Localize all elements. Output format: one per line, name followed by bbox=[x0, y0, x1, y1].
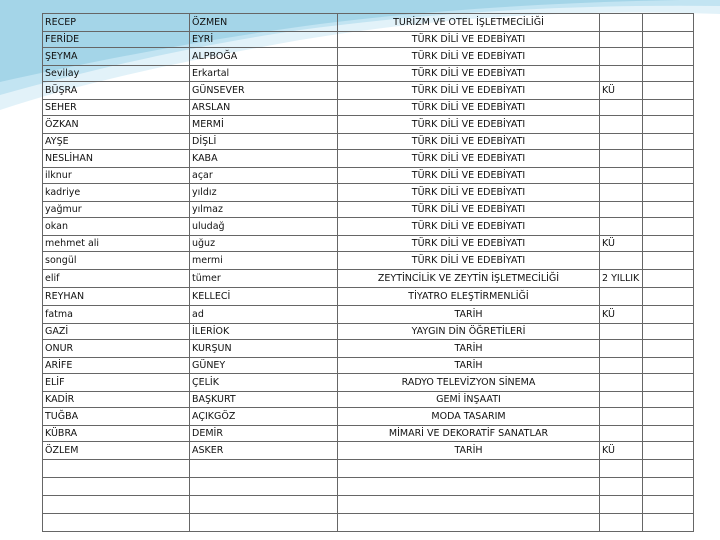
note-cell bbox=[600, 478, 643, 496]
extra-cell bbox=[643, 514, 694, 532]
department-cell: TURİZM VE OTEL İŞLETMECİLİĞİ bbox=[338, 14, 600, 32]
last-name-cell: EYRİ bbox=[190, 32, 338, 48]
table-row bbox=[43, 306, 694, 324]
first-name-cell: REYHAN bbox=[43, 288, 190, 306]
table-row bbox=[43, 324, 694, 340]
note-cell bbox=[600, 460, 643, 478]
last-name-cell bbox=[190, 496, 338, 514]
extra-cell bbox=[643, 252, 694, 270]
table-row bbox=[43, 218, 694, 236]
first-name-cell: AYŞE bbox=[43, 134, 190, 150]
table-row bbox=[43, 116, 694, 134]
department-cell bbox=[338, 460, 600, 478]
first-name-cell: ŞEYMA bbox=[43, 48, 190, 66]
first-name-cell: okan bbox=[43, 218, 190, 236]
department-cell: TÜRK DİLİ VE EDEBİYATI bbox=[338, 236, 600, 252]
extra-cell bbox=[643, 392, 694, 408]
first-name-cell: ÖZKAN bbox=[43, 116, 190, 134]
last-name-cell: GÜNEY bbox=[190, 358, 338, 374]
first-name-cell: FERİDE bbox=[43, 32, 190, 48]
table-row bbox=[43, 150, 694, 168]
department-cell: TÜRK DİLİ VE EDEBİYATI bbox=[338, 252, 600, 270]
department-cell: TÜRK DİLİ VE EDEBİYATI bbox=[338, 184, 600, 202]
note-cell bbox=[600, 374, 643, 392]
department-cell bbox=[338, 478, 600, 496]
first-name-cell: fatma bbox=[43, 306, 190, 324]
last-name-cell: KURŞUN bbox=[190, 340, 338, 358]
extra-cell bbox=[643, 324, 694, 340]
last-name-cell: uludağ bbox=[190, 218, 338, 236]
first-name-cell: Sevilay bbox=[43, 66, 190, 82]
extra-cell bbox=[643, 340, 694, 358]
note-cell bbox=[600, 66, 643, 82]
extra-cell bbox=[643, 442, 694, 460]
table-row bbox=[43, 442, 694, 460]
first-name-cell: ARİFE bbox=[43, 358, 190, 374]
last-name-cell: İLERİOK bbox=[190, 324, 338, 340]
last-name-cell: uğuz bbox=[190, 236, 338, 252]
extra-cell bbox=[643, 82, 694, 100]
table-row bbox=[43, 358, 694, 374]
note-cell bbox=[600, 340, 643, 358]
extra-cell bbox=[643, 168, 694, 184]
table-row bbox=[43, 426, 694, 442]
note-cell: KÜ bbox=[600, 306, 643, 324]
first-name-cell: KADİR bbox=[43, 392, 190, 408]
student-table bbox=[42, 13, 694, 532]
table-row bbox=[43, 100, 694, 116]
first-name-cell: TUĞBA bbox=[43, 408, 190, 426]
last-name-cell: yıldız bbox=[190, 184, 338, 202]
last-name-cell: ÇELİK bbox=[190, 374, 338, 392]
last-name-cell: Erkartal bbox=[190, 66, 338, 82]
extra-cell bbox=[643, 150, 694, 168]
extra-cell bbox=[643, 460, 694, 478]
department-cell: TÜRK DİLİ VE EDEBİYATI bbox=[338, 134, 600, 150]
note-cell: 2 YILLIK bbox=[600, 270, 643, 288]
last-name-cell: ad bbox=[190, 306, 338, 324]
first-name-cell bbox=[43, 514, 190, 532]
last-name-cell bbox=[190, 460, 338, 478]
first-name-cell: ELİF bbox=[43, 374, 190, 392]
extra-cell bbox=[643, 14, 694, 32]
department-cell: YAYGIN DİN ÖĞRETİLERİ bbox=[338, 324, 600, 340]
last-name-cell: MERMİ bbox=[190, 116, 338, 134]
table-row bbox=[43, 496, 694, 514]
table-row bbox=[43, 514, 694, 532]
department-cell: TÜRK DİLİ VE EDEBİYATI bbox=[338, 100, 600, 116]
note-cell bbox=[600, 100, 643, 116]
last-name-cell bbox=[190, 514, 338, 532]
note-cell bbox=[600, 184, 643, 202]
extra-cell bbox=[643, 184, 694, 202]
extra-cell bbox=[643, 426, 694, 442]
department-cell: MODA TASARIM bbox=[338, 408, 600, 426]
department-cell: TARİH bbox=[338, 340, 600, 358]
extra-cell bbox=[643, 358, 694, 374]
last-name-cell: DEMİR bbox=[190, 426, 338, 442]
department-cell: TÜRK DİLİ VE EDEBİYATI bbox=[338, 116, 600, 134]
last-name-cell: ÖZMEN bbox=[190, 14, 338, 32]
extra-cell bbox=[643, 496, 694, 514]
first-name-cell: ÖZLEM bbox=[43, 442, 190, 460]
department-cell: TİYATRO ELEŞTİRMENLİĞİ bbox=[338, 288, 600, 306]
department-cell: RADYO TELEVİZYON SİNEMA bbox=[338, 374, 600, 392]
table-row bbox=[43, 374, 694, 392]
department-cell: TÜRK DİLİ VE EDEBİYATI bbox=[338, 82, 600, 100]
note-cell bbox=[600, 218, 643, 236]
first-name-cell: RECEP bbox=[43, 14, 190, 32]
last-name-cell: GÜNSEVER bbox=[190, 82, 338, 100]
extra-cell bbox=[643, 202, 694, 218]
note-cell bbox=[600, 358, 643, 374]
department-cell: TARİH bbox=[338, 306, 600, 324]
first-name-cell: mehmet ali bbox=[43, 236, 190, 252]
department-cell: TÜRK DİLİ VE EDEBİYATI bbox=[338, 48, 600, 66]
department-cell: ZEYTİNCİLİK VE ZEYTİN İŞLETMECİLİĞİ bbox=[338, 270, 600, 288]
note-cell bbox=[600, 168, 643, 184]
table-row bbox=[43, 48, 694, 66]
note-cell bbox=[600, 48, 643, 66]
first-name-cell: songül bbox=[43, 252, 190, 270]
note-cell bbox=[600, 32, 643, 48]
note-cell bbox=[600, 496, 643, 514]
first-name-cell: kadriye bbox=[43, 184, 190, 202]
table-row bbox=[43, 168, 694, 184]
last-name-cell bbox=[190, 478, 338, 496]
first-name-cell: NESLİHAN bbox=[43, 150, 190, 168]
last-name-cell: DİŞLİ bbox=[190, 134, 338, 150]
last-name-cell: KELLECİ bbox=[190, 288, 338, 306]
first-name-cell: BÜŞRA bbox=[43, 82, 190, 100]
extra-cell bbox=[643, 408, 694, 426]
last-name-cell: tümer bbox=[190, 270, 338, 288]
first-name-cell: ilknur bbox=[43, 168, 190, 184]
table-row bbox=[43, 392, 694, 408]
note-cell bbox=[600, 252, 643, 270]
extra-cell bbox=[643, 478, 694, 496]
department-cell: TÜRK DİLİ VE EDEBİYATI bbox=[338, 218, 600, 236]
table-row bbox=[43, 252, 694, 270]
note-cell bbox=[600, 288, 643, 306]
first-name-cell: KÜBRA bbox=[43, 426, 190, 442]
table-row bbox=[43, 236, 694, 252]
extra-cell bbox=[643, 270, 694, 288]
last-name-cell: AÇIKGÖZ bbox=[190, 408, 338, 426]
first-name-cell: ONUR bbox=[43, 340, 190, 358]
department-cell bbox=[338, 496, 600, 514]
table-row bbox=[43, 408, 694, 426]
table-row bbox=[43, 270, 694, 288]
table-body bbox=[43, 14, 694, 532]
table-row bbox=[43, 478, 694, 496]
last-name-cell: ASKER bbox=[190, 442, 338, 460]
note-cell bbox=[600, 150, 643, 168]
note-cell: KÜ bbox=[600, 82, 643, 100]
department-cell: TARİH bbox=[338, 358, 600, 374]
last-name-cell: yılmaz bbox=[190, 202, 338, 218]
extra-cell bbox=[643, 66, 694, 82]
extra-cell bbox=[643, 100, 694, 116]
table-row bbox=[43, 32, 694, 48]
extra-cell bbox=[643, 48, 694, 66]
table-row bbox=[43, 14, 694, 32]
extra-cell bbox=[643, 236, 694, 252]
last-name-cell: mermi bbox=[190, 252, 338, 270]
note-cell bbox=[600, 324, 643, 340]
first-name-cell: yağmur bbox=[43, 202, 190, 218]
extra-cell bbox=[643, 32, 694, 48]
department-cell: TÜRK DİLİ VE EDEBİYATI bbox=[338, 32, 600, 48]
extra-cell bbox=[643, 306, 694, 324]
last-name-cell: KABA bbox=[190, 150, 338, 168]
first-name-cell: elif bbox=[43, 270, 190, 288]
department-cell: TÜRK DİLİ VE EDEBİYATI bbox=[338, 150, 600, 168]
note-cell bbox=[600, 14, 643, 32]
table-row bbox=[43, 82, 694, 100]
note-cell bbox=[600, 426, 643, 442]
department-cell: TÜRK DİLİ VE EDEBİYATI bbox=[338, 202, 600, 218]
table-row bbox=[43, 288, 694, 306]
first-name-cell: SEHER bbox=[43, 100, 190, 116]
department-cell: MİMARİ VE DEKORATİF SANATLAR bbox=[338, 426, 600, 442]
last-name-cell: BAŞKURT bbox=[190, 392, 338, 408]
department-cell: TÜRK DİLİ VE EDEBİYATI bbox=[338, 168, 600, 184]
table-row bbox=[43, 202, 694, 218]
last-name-cell: ALPBOĞA bbox=[190, 48, 338, 66]
extra-cell bbox=[643, 374, 694, 392]
note-cell bbox=[600, 116, 643, 134]
table-row bbox=[43, 340, 694, 358]
department-cell: TÜRK DİLİ VE EDEBİYATI bbox=[338, 66, 600, 82]
note-cell bbox=[600, 202, 643, 218]
last-name-cell: ARSLAN bbox=[190, 100, 338, 116]
table-row bbox=[43, 66, 694, 82]
table-row bbox=[43, 134, 694, 150]
extra-cell bbox=[643, 134, 694, 150]
first-name-cell bbox=[43, 460, 190, 478]
first-name-cell bbox=[43, 496, 190, 514]
extra-cell bbox=[643, 218, 694, 236]
department-cell: GEMİ İNŞAATI bbox=[338, 392, 600, 408]
note-cell bbox=[600, 514, 643, 532]
note-cell bbox=[600, 392, 643, 408]
note-cell bbox=[600, 408, 643, 426]
table-row bbox=[43, 460, 694, 478]
first-name-cell bbox=[43, 478, 190, 496]
extra-cell bbox=[643, 288, 694, 306]
table-row bbox=[43, 184, 694, 202]
first-name-cell: GAZİ bbox=[43, 324, 190, 340]
extra-cell bbox=[643, 116, 694, 134]
last-name-cell: açar bbox=[190, 168, 338, 184]
note-cell bbox=[600, 134, 643, 150]
note-cell: KÜ bbox=[600, 236, 643, 252]
note-cell: KÜ bbox=[600, 442, 643, 460]
department-cell bbox=[338, 514, 600, 532]
department-cell: TARİH bbox=[338, 442, 600, 460]
